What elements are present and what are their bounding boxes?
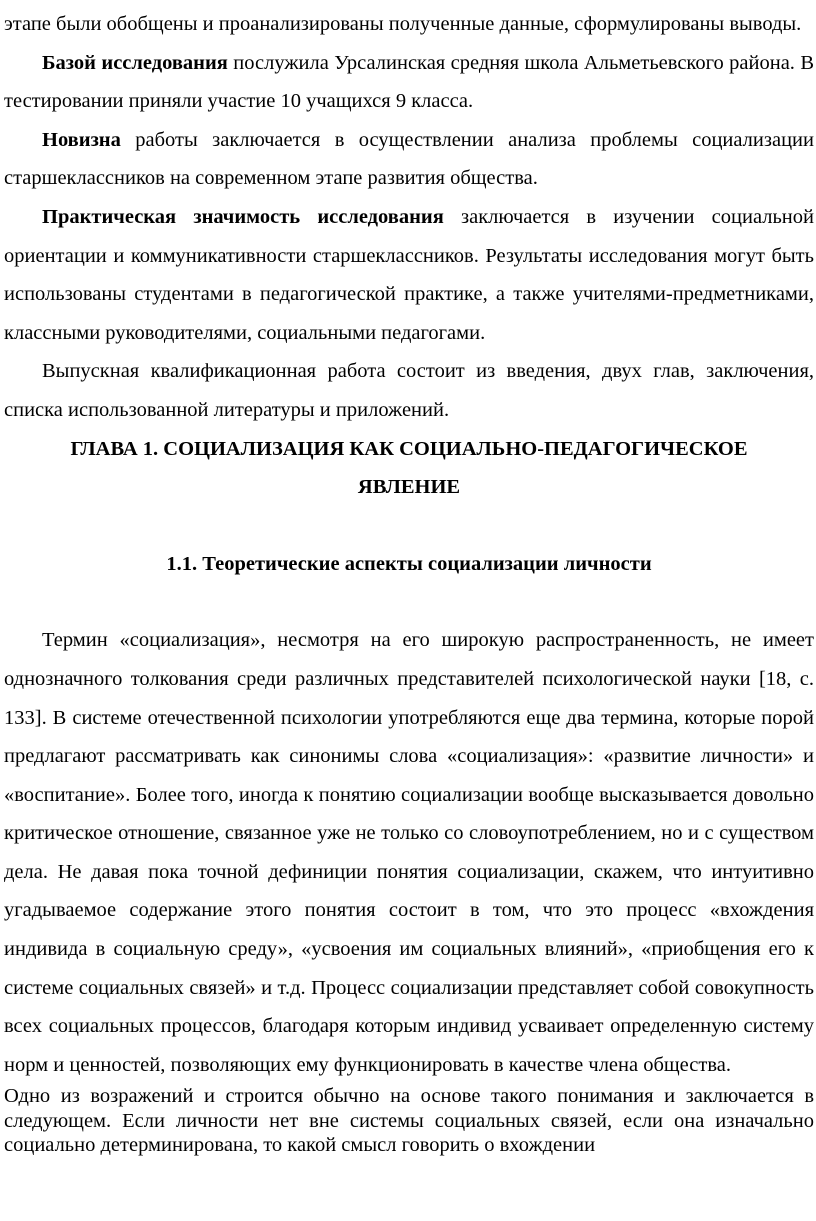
paragraph-text: работы заключается в осуществлении анализа проблемы социализации старшеклассников на современном этапе развития общества. bbox=[4, 128, 814, 190]
paragraph-research-base bbox=[4, 44, 814, 121]
chapter-title bbox=[4, 430, 814, 507]
bold-term-practical-significance: Практическая значимость исследования bbox=[42, 205, 444, 228]
paragraph-intro-end: этапе были обобщены и проанализированы полученные данные, сформулированы выводы. bbox=[4, 13, 802, 35]
paragraph-text: заключается в изучении социальной ориентации и коммуникативности старшеклассников. Результаты исследования могут быть использованы студентами в педагогической практике, а также учителями-предметниками, классными руководителями, социальными педагогами. bbox=[4, 205, 814, 344]
chapter-title-line-2: ЯВЛЕНИЕ bbox=[357, 476, 461, 499]
bold-term-novelty: Новизна bbox=[42, 128, 121, 151]
bold-term-research-base: Базой исследования bbox=[42, 51, 228, 74]
chapter-title-line-1: ГЛАВА 1. СОЦИАЛИЗАЦИЯ КАК СОЦИАЛЬНО-ПЕДАГОГИЧЕСКОЕ bbox=[70, 437, 748, 460]
paragraph-objection: Одно из возражений и строится обычно на основе такого понимания и заключается в следующем. Если личности нет вне системы социальных связей, если она изначально социально детерминирована, то какой смысл говорить о вхождении bbox=[4, 1085, 814, 1157]
paragraph-novelty bbox=[4, 121, 814, 198]
section-title: 1.1. Теоретические аспекты социализации личности bbox=[166, 552, 652, 575]
paragraph-text: послужила Урсалинская средняя школа Альметьевского района. В тестировании приняли участие 10 учащихся 9 класса. bbox=[4, 51, 814, 113]
paragraph-structure: Выпускная квалификационная работа состоит из введения, двух глав, заключения, списка использованной литературы и приложений. bbox=[4, 360, 814, 421]
tail-block bbox=[4, 1084, 814, 1158]
paragraph-practical-significance bbox=[4, 198, 814, 352]
paragraph-term-socialization: Термин «социализация», несмотря на его широкую распространенность, не имеет однозначного толкования среди различных представителей психологической науки [18, с. 133]. В системе отечественной психологии употребляются еще два термина, которые порой предлагают рассматривать как синонимы слова «социализация»: «развитие личности» и «воспитание». Более того, иногда к понятию социализации вообще высказывается довольно критическое отношение, связанное уже не только со словоупотреблением, но и с существом дела. Не давая пока точной дефиниции понятия социализации, скажем, что интуитивно угадываемое содержание этого понятия состоит в том, что это процесс «вхождения индивида в социальную среду», «усвоения им социальных влияний», «приобщения его к системе социальных связей» и т.д. Процесс социализации представляет собой совокупность всех социальных процессов, благодаря которым индивид усваивает определенную систему норм и ценностей, позволяющих ему функционировать в качестве члена общества. bbox=[4, 629, 814, 1076]
